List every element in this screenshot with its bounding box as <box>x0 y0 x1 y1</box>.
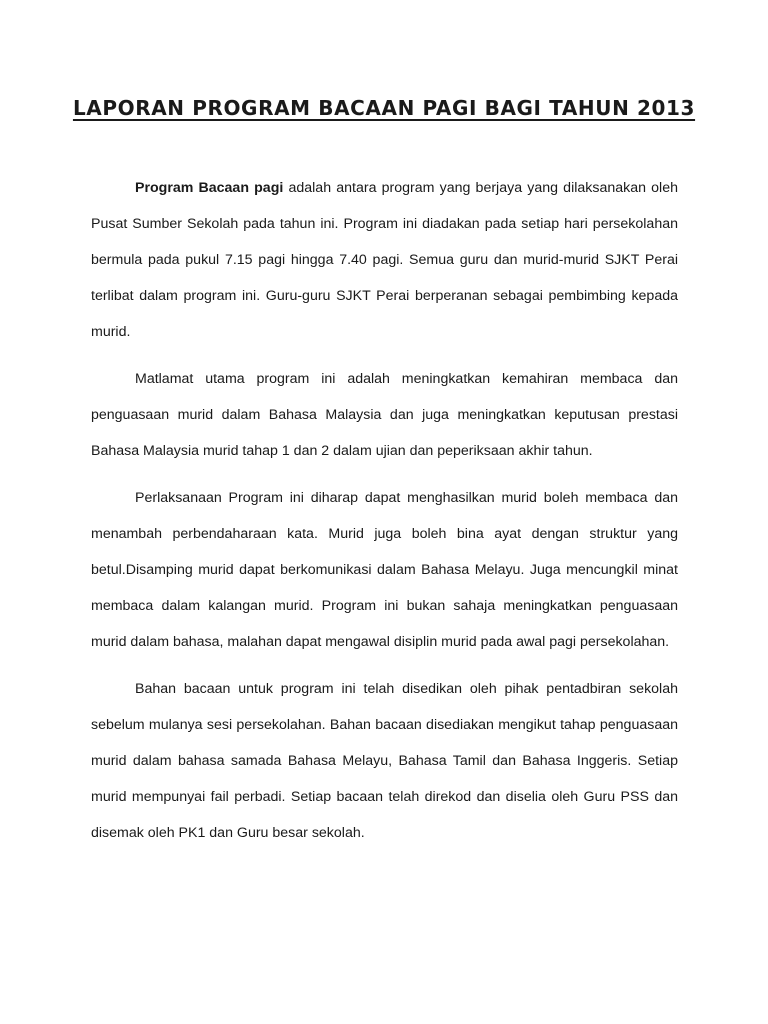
document-title <box>0 96 768 120</box>
paragraph-1-text: adalah antara program yang berjaya yang dilaksanakan oleh Pusat Sumber Sekolah pada tahun ini. Program ini diadakan pada setiap hari persekolahan bermula pada pukul 7.15 pagi hingga 7.40 pagi. Semua guru dan murid-murid SJKT Perai terlibat dalam program ini. Guru-guru SJKT Perai berperanan sebagai pembimbing kepada murid. <box>91 180 678 340</box>
paragraph-2-text: Matlamat utama program ini adalah meningkatkan kemahiran membaca dan penguasaan murid dalam Bahasa Malaysia dan juga meningkatkan keputusan prestasi Bahasa Malaysia murid tahap 1 dan 2 dalam ujian dan peperiksaan akhir tahun. <box>91 371 678 459</box>
paragraph-4-text: Bahan bacaan untuk program ini telah disedikan oleh pihak pentadbiran sekolah sebelum mulanya sesi persekolahan. Bahan bacaan disediakan mengikut tahap penguasaan murid dalam bahasa samada Bahasa Melayu, Bahasa Tamil dan Bahasa Inggeris. Setiap murid mempunyai fail perbadi. Setiap bacaan telah direkod dan diselia oleh Guru PSS dan disemak oleh PK1 dan Guru besar sekolah. <box>91 681 678 841</box>
document-body <box>91 170 678 862</box>
paragraph-4 <box>91 671 678 851</box>
paragraph-3 <box>91 480 678 660</box>
paragraph-1-lead: Program Bacaan pagi <box>135 180 284 196</box>
paragraph-3-text: Perlaksanaan Program ini diharap dapat menghasilkan murid boleh membaca dan menambah perbendaharaan kata. Murid juga boleh bina ayat dengan struktur yang betul.Disamping murid dapat berkomunikasi dalam Bahasa Melayu. Juga mencungkil minat membaca dalam kalangan murid. Program ini bukan sahaja meningkatkan penguasaan murid dalam bahasa, malahan dapat mengawal disiplin murid pada awal pagi persekolahan. <box>91 490 678 650</box>
paragraph-2 <box>91 361 678 469</box>
document-title-text: LAPORAN PROGRAM BACAAN PAGI BAGI TAHUN 2013 <box>72 96 696 120</box>
paragraph-1 <box>91 170 678 350</box>
